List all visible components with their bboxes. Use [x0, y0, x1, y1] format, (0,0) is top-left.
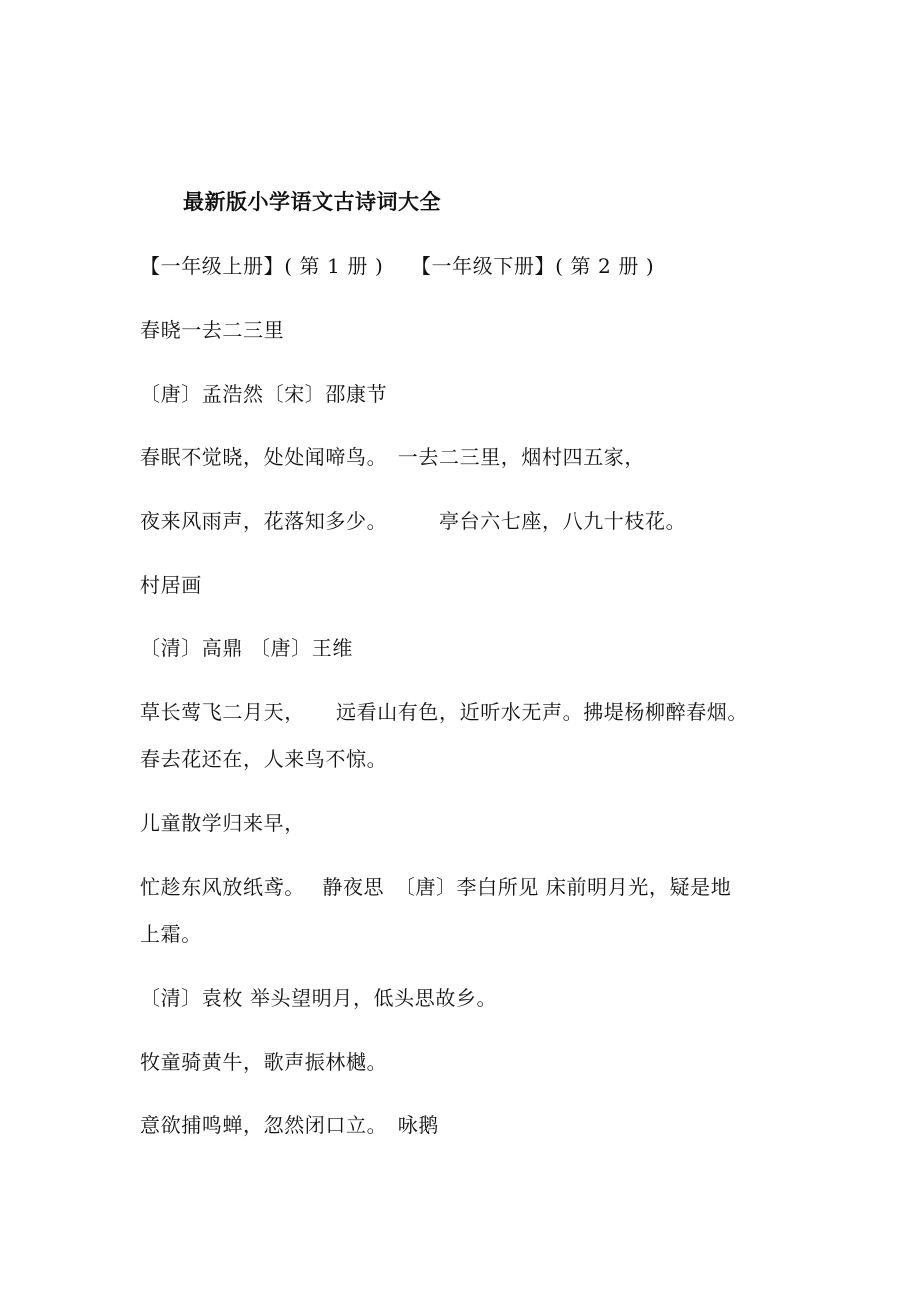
text-line: 村居画 [140, 573, 202, 597]
text-line: 儿童散学归来早， [140, 811, 305, 835]
text-line: 〔唐〕孟浩然〔宋〕邵康节 [140, 382, 388, 406]
text-line: 春晓一去二三里 [140, 318, 285, 342]
text-line: 牧童骑黄牛，歌声振林樾。 [140, 1050, 388, 1074]
text-line: 春眠不觉晓，处处闻啼鸟。 一去二三里，烟村四五家， [140, 445, 645, 469]
text-line: 夜来风雨声，花落知多少。 亭台六七座，八九十枝花。 [140, 509, 687, 533]
text-line: 春去花还在，人来鸟不惊。 [140, 747, 388, 771]
text-line: 〔清〕袁枚 举头望明月，低头思故乡。 [140, 986, 498, 1010]
text-line: 〔清〕高鼎 〔唐〕王维 [140, 636, 353, 660]
text-line: 【一年级上册】( 第 1 册 ) 【一年级下册】( 第 2 册 ) [140, 254, 655, 278]
text-line: 上霜。 [140, 922, 202, 946]
text-line: 草长莺飞二月天， 远看山有色，近听水无声。拂堤杨柳醉春烟。 [140, 700, 748, 724]
document-title: 最新版小学语文古诗词大全 [183, 189, 441, 214]
text-line: 忙趁东风放纸鸢。 静夜思 〔唐〕李白所见 床前明月光，疑是地 [140, 875, 732, 899]
text-line: 意欲捕鸣蝉，忽然闭口立。 咏鹅 [140, 1113, 439, 1137]
